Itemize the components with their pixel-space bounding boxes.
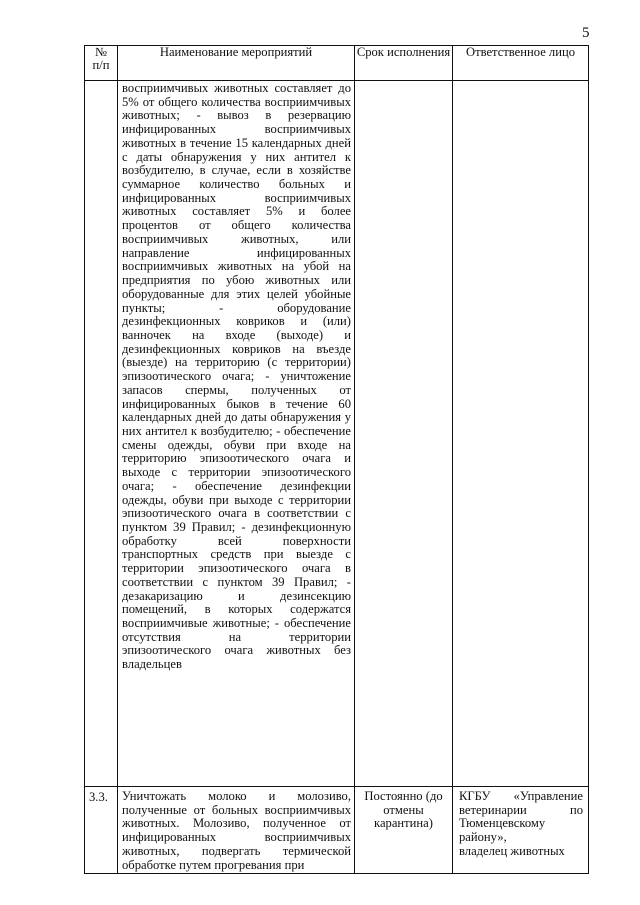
header-responsible: Ответственное лицо bbox=[453, 46, 589, 81]
table-row-continued bbox=[85, 81, 589, 787]
responsible-text: КГБУ «Управление ветеринарии по Тюменцевскому району», bbox=[459, 789, 583, 845]
row-number: 3.3. bbox=[89, 790, 108, 804]
cell-responsible bbox=[453, 787, 589, 874]
header-name: Наименование мероприятий bbox=[118, 46, 355, 81]
measures-text: Уничтожать молоко и молозиво, полученные от больных восприимчивых животных. Молозиво, полученное от инфицированных восприимчивых животных, подвергать термической обработке путем прогревания при bbox=[122, 789, 351, 872]
measures-text: восприимчивых животных составляет до 5% от общего количества восприимчивых животных; - вывоз в резервацию инфицированных восприимчивых животных в течение 15 календарных дней с даты обнаружения у них антител к возбудителю, в случае, если в хозяйстве суммарное количество больных и инфицированных восприимчивых животных составляет 5% и более процентов от общего количества восприимчивых животных, или направление инфицированных восприимчивых животных на убой на предприятия по убою животных или оборудованные для этих целей убойные пункты; - оборудование дезинфекционных ковриков и (или) ванночек на входе (выходе) и дезинфекционных ковриков на въезде (выезде) на территорию (с территории) эпизоотического очага; - уничтожение запасов спермы, полученных от инфицированных быков в течение 60 календарных дней до даты обнаружения у них антител к возбудителю; - обеспечение смены одежды, обуви при входе на территорию эпизоотического очага и выходе с территории эпизоотического очага; - обеспечение дезинфекции одежды, обуви при выходе с территории эпизоотического очага в соответствии с пунктом 39 Правил; - дезинфекционную обработку всей поверхности транспортных средств при выезде с территории эпизоотического очага в соответствии с пунктом 39 Правил; - дезакаризацию и дезинсекцию помещений, в которых содержатся восприимчивые животные; - обеспечение отсутствия на территории эпизоотического очага животных без владельцев bbox=[122, 81, 351, 672]
cell-num bbox=[85, 787, 118, 874]
responsible-extra-text: владелец животных bbox=[459, 843, 565, 858]
measures-table bbox=[84, 45, 589, 874]
cell-num bbox=[85, 81, 118, 787]
header-num: № п/п bbox=[85, 46, 118, 81]
table-row-3-3 bbox=[85, 787, 589, 874]
table-header-row bbox=[85, 46, 589, 81]
cell-measures-text bbox=[118, 81, 355, 787]
cell-term bbox=[355, 787, 453, 874]
page-number: 5 bbox=[582, 25, 590, 41]
cell-measures-text bbox=[118, 787, 355, 874]
cell-responsible bbox=[453, 81, 589, 787]
cell-term bbox=[355, 81, 453, 787]
term-text: Постоянно (до отмены карантина) bbox=[364, 789, 443, 831]
header-term: Срок исполнения bbox=[355, 46, 453, 81]
